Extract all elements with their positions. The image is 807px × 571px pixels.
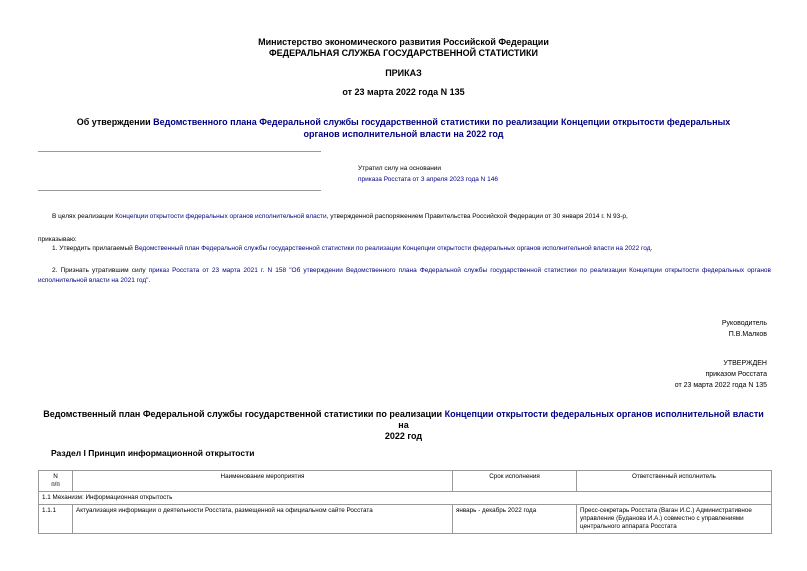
row-num: 1.1.1 [39,505,73,534]
repeal-top-divider [38,151,321,152]
plan-title-year: 2022 год [384,431,423,441]
group-label: 1.1 Механизм: Информационная открытость [39,492,772,505]
p2-link[interactable]: приказ Росстата от 23 марта 2021 г. N 158 "Об утверждении Ведомственного плана Федеральной службы государственной статистики по реализации Концепции открытости федеральных органов исполнительной власти на 2021 год" [38,267,771,284]
repeal-bottom-divider [38,190,321,191]
table-header-row [39,471,772,492]
row-deadline: январь - декабрь 2022 года [453,505,577,534]
row-name: Актуализация информации о деятельности Росстата, размещенной на официальном сайте Росстата [73,505,453,534]
signature-role: Руководитель [721,320,767,327]
intro-suffix: , утвержденной распоряжением Правительства Российской Федерации от 30 января 2014 г. N 93-р, [326,213,628,220]
approval-line-1: УТВЕРЖДЕН [723,360,767,367]
section-title: Раздел I Принцип информационной открытости [51,448,255,458]
ministry-name: Министерство экономического развития Российской Федерации [258,37,549,47]
p1-suffix: . [650,245,653,252]
document-title [60,116,747,140]
signature-name: П.В.Малков [728,331,767,338]
order-word: приказываю: [38,236,77,243]
plan-table [38,470,772,534]
document-date-number: от 23 марта 2022 года N 135 [342,87,465,97]
paragraph-1 [52,245,772,252]
signature-block [722,318,767,340]
approval-block [675,358,767,391]
table-group-row [39,492,772,505]
p1-link[interactable]: Ведомственный план Федеральной службы государственной статистики по реализации Концепции открытости федеральных органов исполнительной власти на 2022 год [134,245,651,252]
header-responsible: Ответственный исполнитель [577,471,772,492]
service-name: ФЕДЕРАЛЬНАЯ СЛУЖБА ГОСУДАРСТВЕННОЙ СТАТИСТИКИ [269,48,538,58]
p2-suffix: . [148,277,151,284]
approval-line-2: приказом Росстата [705,371,767,378]
p1-prefix: 1. Утвердить прилагаемый [52,245,135,252]
header-deadline: Срок исполнения [453,471,577,492]
repeal-link[interactable]: приказа Росстата от 3 апреля 2023 года N 146 [358,176,499,183]
repeal-note: Утратил силу на основании [358,165,442,172]
header-name: Наименование мероприятия [73,471,453,492]
intro-paragraph [52,213,772,220]
p2-prefix: 2. Признать утратившим силу [52,267,149,274]
approval-line-3: от 23 марта 2022 года N 135 [674,382,767,389]
paragraph-2 [38,266,771,286]
title-prefix: Об утверждении [76,117,154,127]
plan-title-prefix: Ведомственный план Федеральной службы государственной статистики по реализации [43,409,445,419]
plan-title-suffix: на [398,420,409,430]
intro-prefix: В целях реализации [52,213,116,220]
plan-title [40,409,767,442]
plan-title-link[interactable]: Концепции открытости федеральных органов исполнительной власти [444,409,764,419]
header-num: N п/п [39,471,73,492]
intro-link[interactable]: Концепции открытости федеральных органов исполнительной власти [115,213,327,220]
title-link[interactable]: Ведомственного плана Федеральной службы государственной статистики по реализации Концепции открытости федеральных органов исполнительной власти на 2022 год [153,117,731,139]
row-responsible: Пресс-секретарь Росстата (Ваган И.С.) Административное управление (Буданова И.А.) совместно с управлениями центрального аппарата Росстата [577,505,772,534]
document-type: ПРИКАЗ [385,68,422,78]
table-row [39,505,772,534]
